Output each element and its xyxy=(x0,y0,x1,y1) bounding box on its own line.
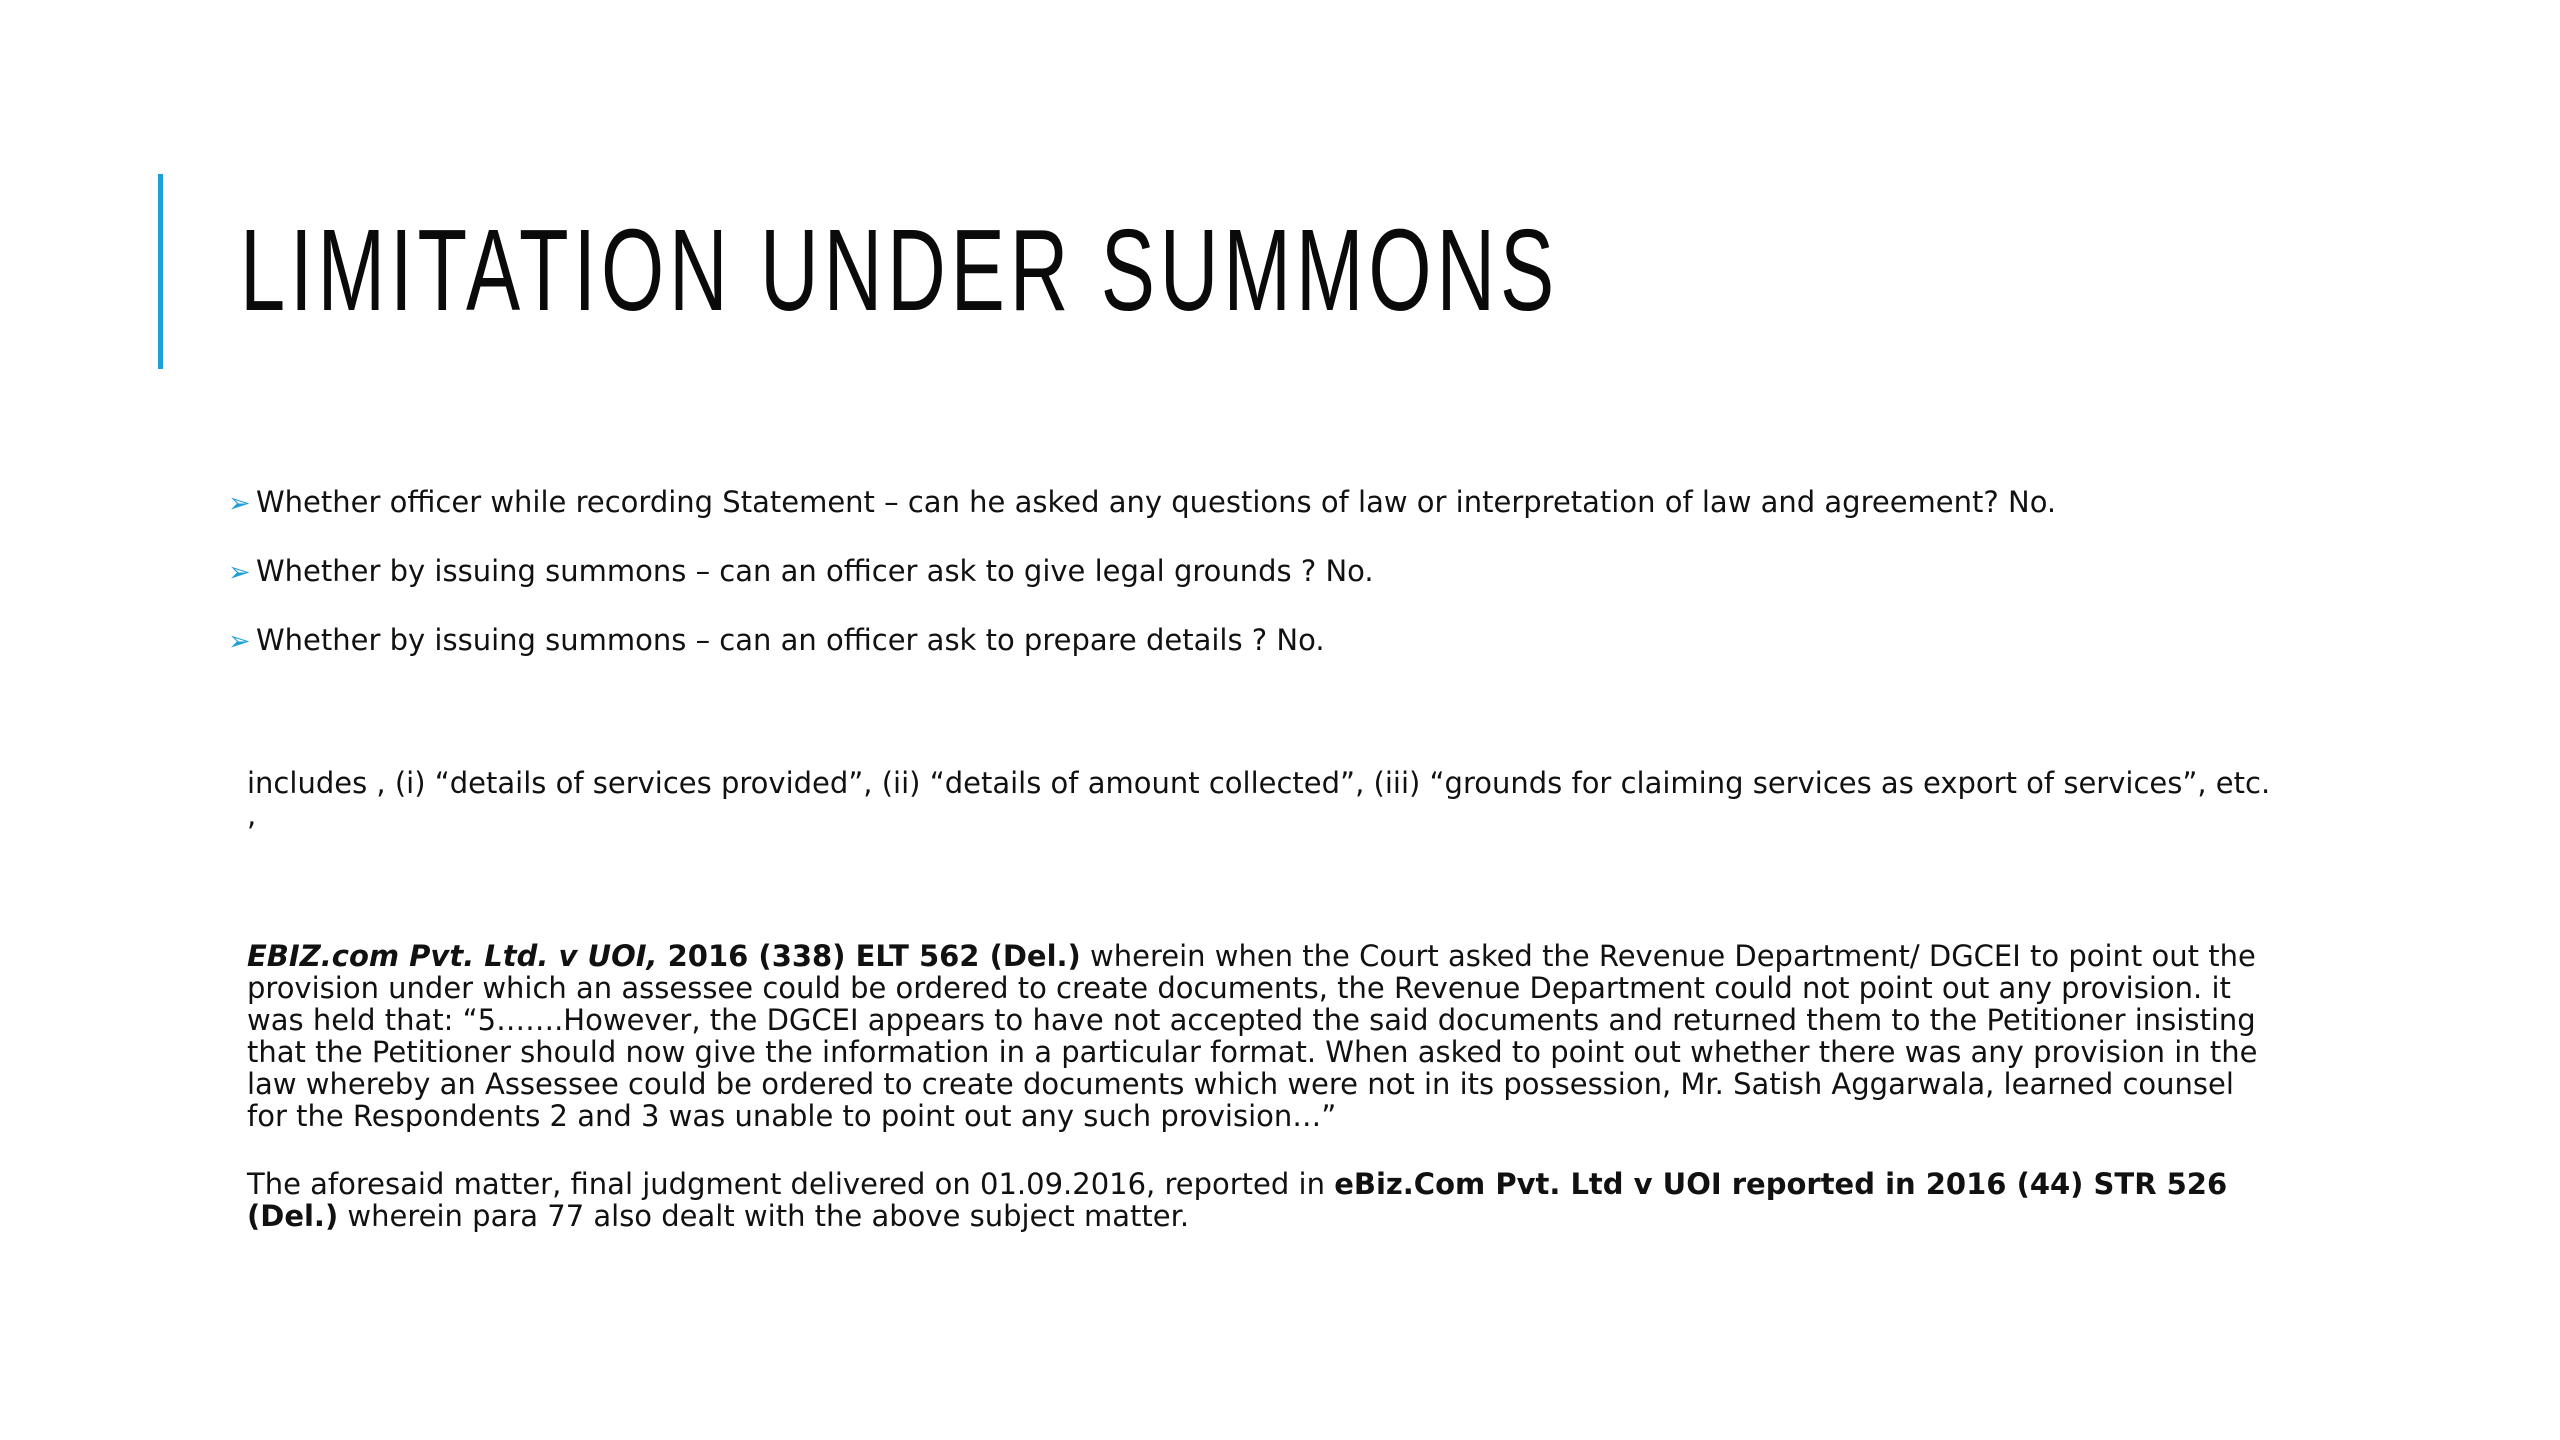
bullet-text: Whether officer while recording Statement – can he asked any questions of law or interpretation of law and agreement? No. xyxy=(256,485,2057,519)
case-paragraph xyxy=(247,940,2282,1132)
title-accent-bar xyxy=(158,174,163,369)
bullet-text: Whether by issuing summons – can an officer ask to give legal grounds ? No. xyxy=(256,554,1374,588)
bullet-item xyxy=(228,551,2428,591)
case-name: EBIZ.com Pvt. Ltd. v UOI, xyxy=(247,939,658,973)
final-citation: eBiz.Com Pvt. Ltd v UOI reported in 2016 (44) STR 526 (Del.) xyxy=(247,1167,2228,1233)
arrowhead-bullet-icon: ➢ xyxy=(228,488,251,519)
bullet-text: Whether by issuing summons – can an officer ask to prepare details ? No. xyxy=(256,623,1325,657)
bullet-item xyxy=(228,620,2428,660)
arrowhead-bullet-icon: ➢ xyxy=(228,557,251,588)
case-text: wherein when the Court asked the Revenue Department/ DGCEI to point out the provision under which an assessee could be ordered to create documents, the Revenue Department could not point out any provision. it was held that: “5…….However, the DGCEI appears to have not accepted the said documents and returned them to the Petitioner insisting that the Petitioner should now give the information in a particular format. When asked to point out whether there was any provision in the law whereby an Assessee could be ordered to create documents which were not in its possession, Mr. Satish Aggarwala, learned counsel for the Respondents 2 and 3 was unable to point out any such provision…” xyxy=(247,939,2258,1133)
final-suffix: wherein para 77 also dealt with the above subject matter. xyxy=(338,1199,1190,1233)
bullet-item xyxy=(228,482,2428,522)
includes-paragraph: includes , (i) “details of services provided”, (ii) “details of amount collected”, (iii) “grounds for claiming services as export of services”, etc. , xyxy=(247,766,2271,832)
case-citation: 2016 (338) ELT 562 (Del.) xyxy=(657,939,1081,973)
final-prefix: The aforesaid matter, final judgment delivered on 01.09.2016, reported in xyxy=(247,1167,1335,1201)
arrowhead-bullet-icon: ➢ xyxy=(228,626,251,657)
slide-title: LIMITATION UNDER SUMMONS xyxy=(240,205,1560,335)
bullet-list xyxy=(228,482,2428,689)
final-judgment-paragraph xyxy=(247,1168,2282,1232)
